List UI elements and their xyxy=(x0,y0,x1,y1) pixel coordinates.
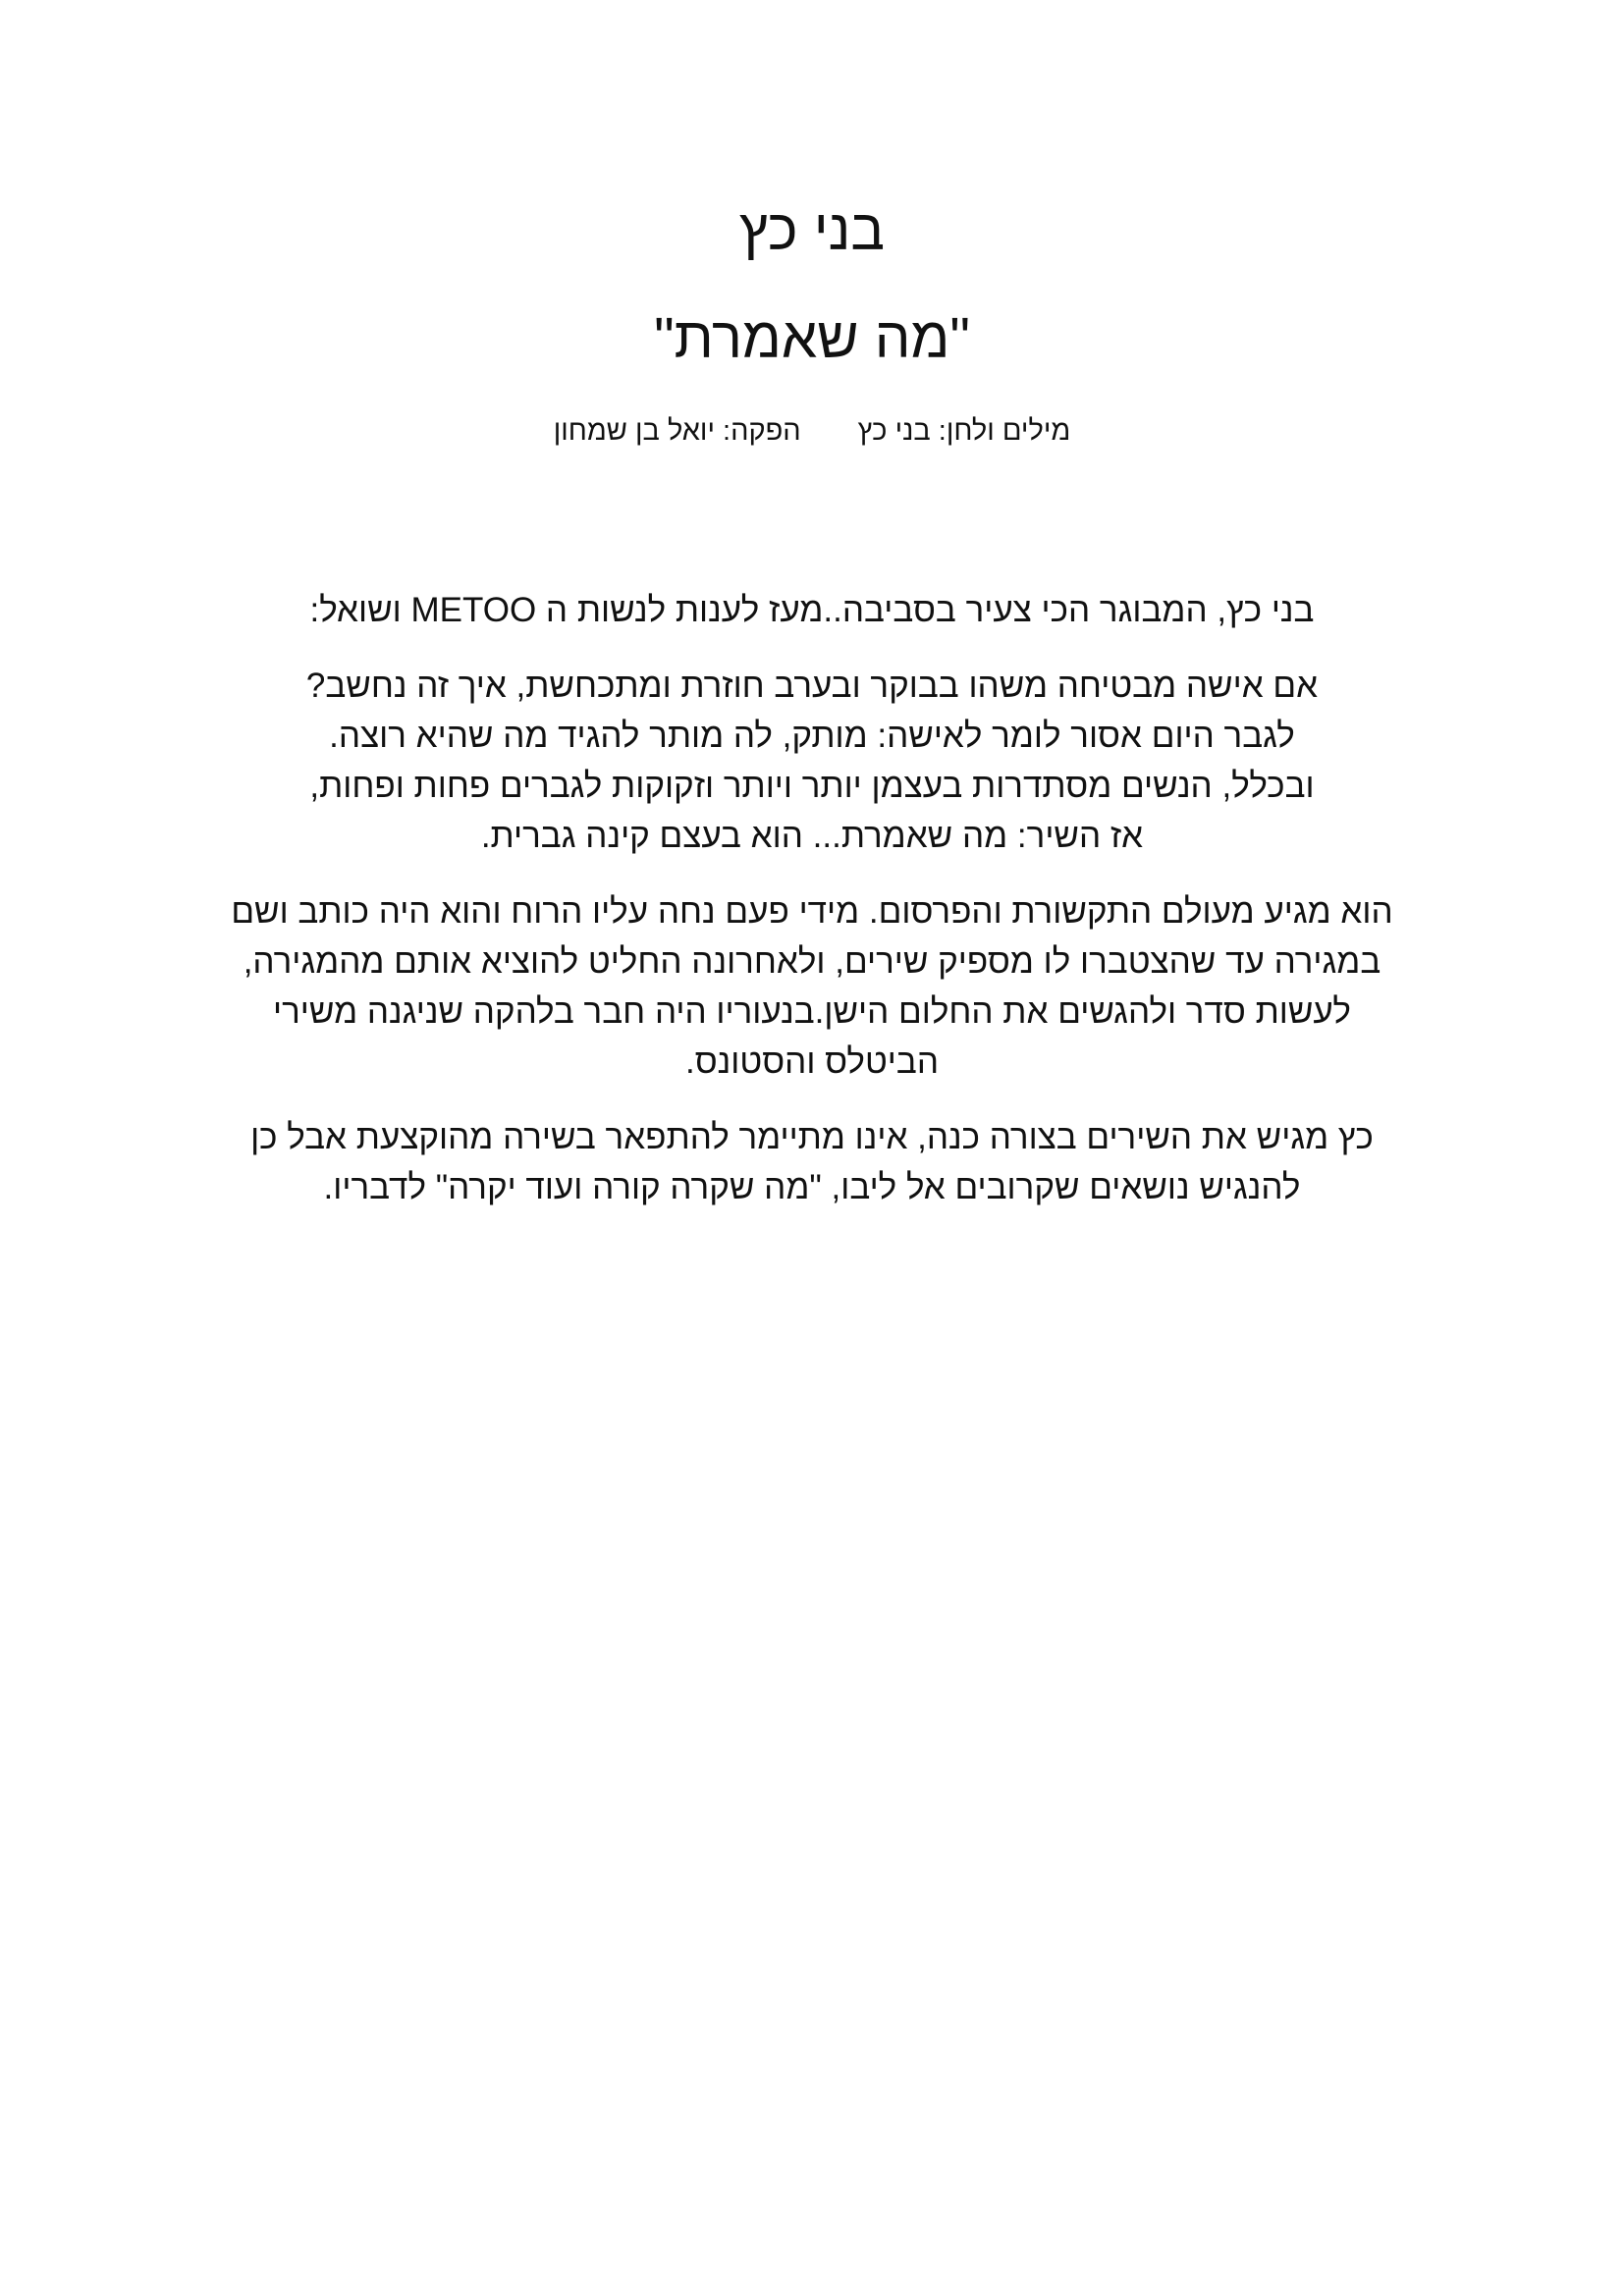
paragraph-question xyxy=(177,661,1447,861)
intro-text-end: ושואל: xyxy=(309,591,411,629)
article-body xyxy=(177,585,1447,1238)
paragraph-line: ובכלל, הנשים מסתדרות בעצמן יותר ויותר וזקוקות לגברים פחות ופחות, xyxy=(309,767,1315,805)
credits-production: הפקה: יואל בן שמחון xyxy=(553,415,801,447)
paragraph-line: לעשות סדר ולהגשים את החלום הישן.בנעוריו היה חבר בלהקה שניגנה משירי xyxy=(273,992,1351,1031)
artist-name: בני כץ xyxy=(738,198,886,262)
paragraph-style xyxy=(177,1112,1447,1212)
paragraph-line: אם אישה מבטיחה משהו בבוקר ובערב חוזרת ומתכחשת, איך זה נחשב? xyxy=(305,667,1319,705)
paragraph-line: לגבר היום אסור לומר לאישה: מותק, לה מותר להגיד מה שהיא רוצה. xyxy=(329,717,1295,755)
song-title: "מה שאמרת" xyxy=(654,306,970,370)
paragraph-line: הוא מגיע מעולם התקשורת והפרסום. מידי פעם נחה עליו הרוח והוא היה כותב ושם xyxy=(231,892,1393,931)
paragraph-line: הביטלס והסטונס. xyxy=(684,1042,940,1081)
credits-line xyxy=(0,412,1624,450)
credits-lyrics-music: מילים ולחן: בני כץ xyxy=(857,415,1071,447)
paragraph-background xyxy=(177,886,1447,1087)
paragraph-line: כץ מגיש את השירים בצורה כנה, אינו מתיימר להתפאר בשירה מהוקצעת אבל כן xyxy=(250,1118,1374,1156)
intro-text-start: בני כץ, המבוגר הכי צעיר בסביבה..מעז לענות לנשות ה xyxy=(536,591,1315,629)
paragraph-line: אז השיר: מה שאמרת... הוא בעצם קינה גברית. xyxy=(480,817,1144,855)
metoo-tag: METOO xyxy=(410,591,537,629)
paragraph-intro xyxy=(177,585,1447,635)
paragraph-line: במגירה עד שהצטברו לו מספיק שירים, ולאחרונה החליט להוציא אותם מהמגירה, xyxy=(243,942,1381,981)
paragraph-line: להנגיש נושאים שקרובים אל ליבו, "מה שקרה קורה ועוד יקרה" לדבריו. xyxy=(323,1168,1301,1206)
